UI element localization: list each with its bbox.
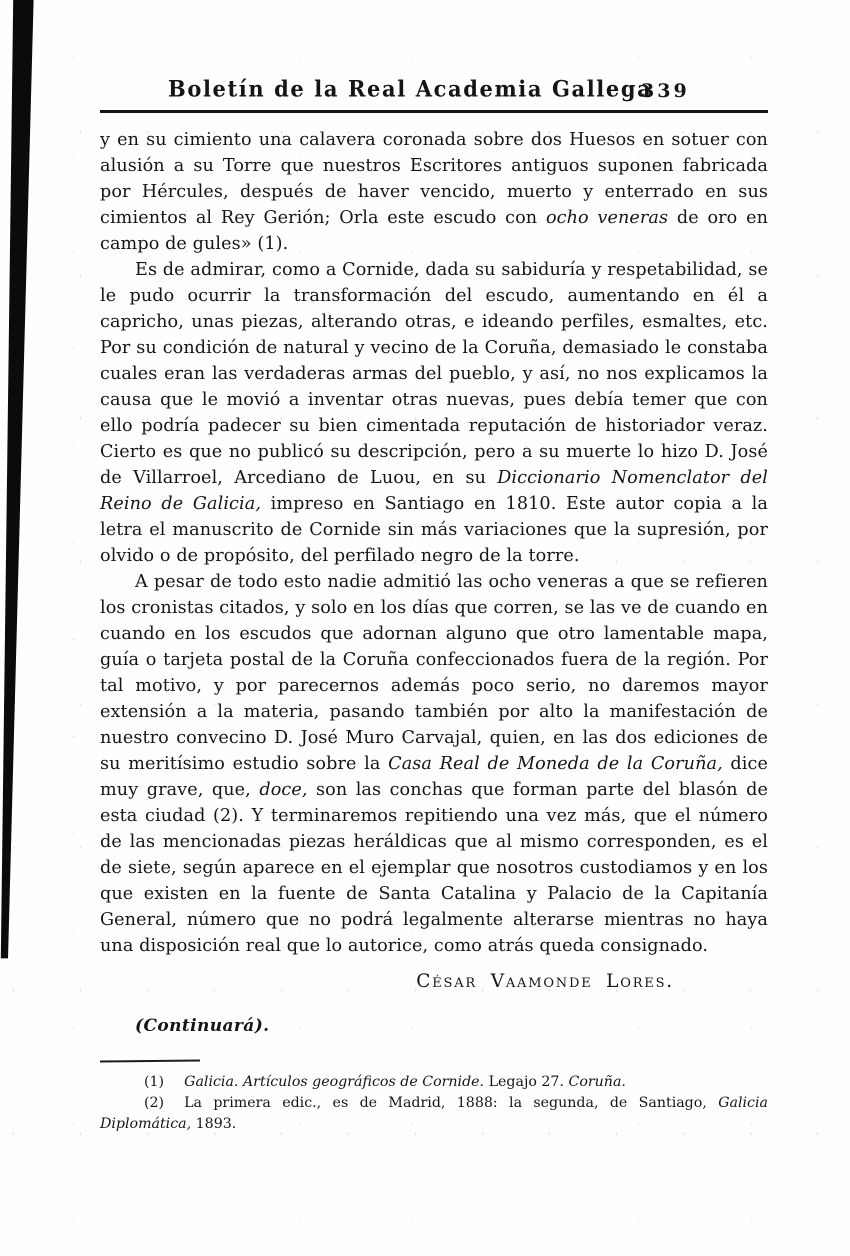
text-run: Legajo 27.: [484, 1074, 569, 1090]
paragraph: [100, 257, 768, 569]
footnote: [100, 1072, 768, 1093]
footnote-label: (2): [144, 1095, 165, 1111]
italic-run: ocho veneras: [545, 208, 669, 228]
footnote-label: (1): [144, 1074, 165, 1090]
header-rule: [100, 110, 768, 113]
author-signature: César Vaamonde Lores.: [416, 971, 674, 992]
italic-run: Galicia. Artículos geográficos de Cornide.: [184, 1074, 485, 1090]
journal-title: Boletín de la Real Academia Gallega: [168, 75, 653, 102]
italic-run: Galicia Diplomática,: [100, 1095, 768, 1132]
text-run: Es de admirar, como a Cornide, dada su sabiduría y respetabilidad, se le pudo ocurrir la transformación del escudo, aumentando en él a capricho, unas piezas, alterando otras, e ideando perfiles, esmaltes, etc. Por su condición de natural y vecino de la Coruña, demasiado le constaba cuales eran las verdaderas armas del pueblo, y así, no nos explicamos la causa que le movió a inventar otras nuevas, pues debía temer que con ello podría padecer su bien cimentada reputación de historiador veraz. Cierto es que no publicó su descripción, pero a su muerte lo hizo D. José de Villarroel, Arcediano de Luou, en su: [100, 260, 768, 488]
text-run: 1893.: [191, 1116, 237, 1132]
paragraph: [100, 569, 768, 959]
italic-run: Casa Real de Moneda de la Coruña,: [388, 754, 723, 774]
continuation-note: (Continuará).: [135, 1016, 270, 1036]
text-run: La primera edic., es de Madrid, 1888: la segunda, de Santiago,: [184, 1095, 719, 1111]
page-content: [100, 127, 768, 1135]
italic-run: doce,: [259, 780, 308, 800]
text-run: dice muy grave, que,: [100, 754, 768, 800]
text-run: impreso en Santiago en 1810. Este autor copia a la letra el manuscrito de Cornide sin más variaciones que la supresión, por olvido o de propósito, del perfilado negro de la torre.: [100, 494, 768, 566]
italic-run: Coruña.: [568, 1074, 626, 1090]
page-number: 339: [641, 80, 690, 102]
footnote-separator-rule: [100, 1059, 200, 1062]
body-paragraphs: [100, 127, 768, 959]
text-run: A pesar de todo esto nadie admitió las ocho veneras a que se refieren los cronistas citados, y solo en los días que corren, se las ve de cuando en cuando en los escudos que adornan alguno que otro lamentable mapa, guía o tarjeta postal de la Coruña confeccionados fuera de la región. Por tal motivo, y por parecernos además poco serio, no daremos mayor extensión a la materia, pasando también por alto la manifestación de nuestro convecino D. José Muro Carvajal, quien, en las dos ediciones de su meritísimo estudio sobre la: [100, 572, 768, 774]
footnotes: [100, 1072, 768, 1135]
italic-run: Diccionario Nomenclator del Reino de Galicia,: [100, 468, 768, 514]
text-run: y en su cimiento una calavera coronada sobre dos Huesos en sotuer con alusión a su Torre que nuestros Escritores antiguos suponen fabricada por Hércules, después de haver vencido, muerto y enterrado en sus cimientos al Rey Gerión; Orla este escudo con: [100, 130, 768, 228]
text-run: son las conchas que forman parte del blasón de esta ciudad (2). Y terminaremos repitiendo una vez más, que el número de las mencionadas piezas heráldicas que al mismo corresponden, es el de siete, según aparece en el ejemplar que nosotros custodiamos y en los que existen en la fuente de Santa Catalina y Palacio de la Capitanía General, número que no podrá legalmente alterarse mientras no haya una disposición real que lo autorice, como atrás queda consignado.: [100, 780, 768, 956]
text-run: de oro en campo de gules» (1).: [100, 208, 769, 254]
footnote: [100, 1093, 768, 1135]
paragraph: [100, 127, 768, 257]
scan-gutter-shadow: [0, 0, 40, 968]
